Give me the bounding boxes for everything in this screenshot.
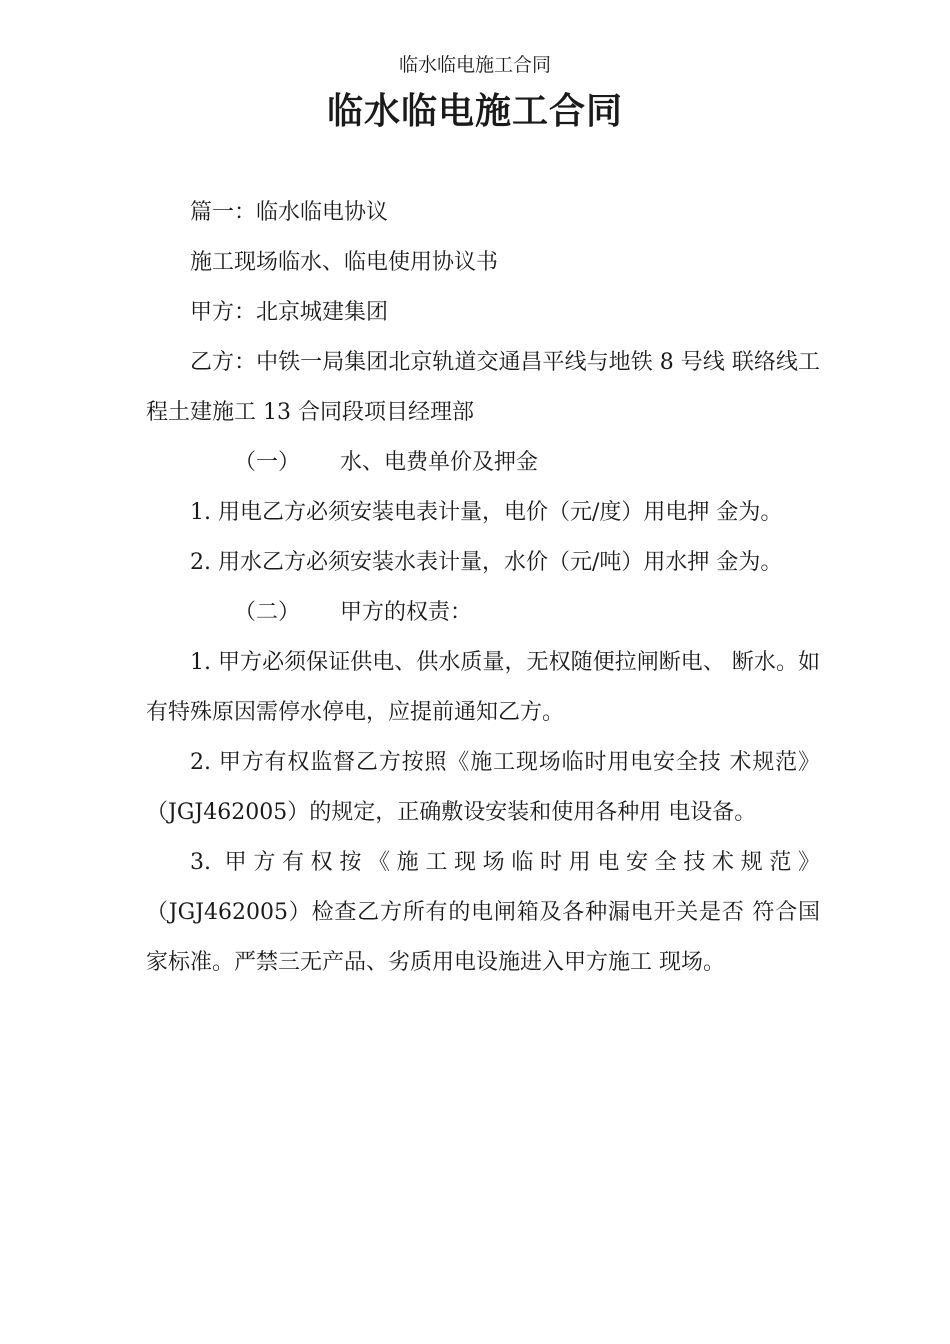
paragraph-duty-two: 2. 甲方有权监督乙方按照《施工现场临时用电安全技 术规范》（JGJ462005）的规定，正确敷设安装和使用各种用 电设备。 [146, 750, 820, 825]
paragraph-party-a: 甲方：北京城建集团 [190, 300, 389, 325]
document-body [146, 188, 820, 988]
paragraph-water: 2. 用水乙方必须安装水表计量，水价（元/吨）用水押 金为。 [190, 550, 783, 575]
section-heading-two [146, 588, 820, 638]
paragraph-party-b: 乙方：中铁一局集团北京轨道交通昌平线与地铁 8 号线 联络线工程土建施工 13 合同段项目经理部 [146, 350, 820, 425]
section-title: 甲方的权责： [340, 600, 473, 625]
running-header: 临水临电施工合同 [398, 54, 551, 76]
document-title: 临水临电施工合同 [326, 91, 623, 132]
paragraph-duty-one: 1. 甲方必须保证供电、供水质量，无权随便拉闸断电、 断水。如有特殊原因需停水停电，应提前通知乙方。 [146, 650, 820, 725]
section-number: （二） [234, 600, 301, 625]
section-title: 水、电费单价及押金 [340, 450, 539, 475]
paragraph-part-one: 篇一：临水临电协议 [190, 200, 389, 225]
paragraph-electricity: 1. 用电乙方必须安装电表计量，电价（元/度）用电押 金为。 [190, 500, 783, 525]
paragraph-agreement-title: 施工现场临水、临电使用协议书 [190, 250, 499, 275]
paragraph-duty-three: 3. 甲方有权按《施工现场临时用电安全技术规范》（JGJ462005）检查乙方所有的电闸箱及各种漏电开关是否 符合国家标准。严禁三无产品、劣质用电设施进入甲方施工 现场。 [146, 850, 820, 975]
section-heading-one [146, 438, 820, 488]
section-number: （一） [234, 450, 301, 475]
